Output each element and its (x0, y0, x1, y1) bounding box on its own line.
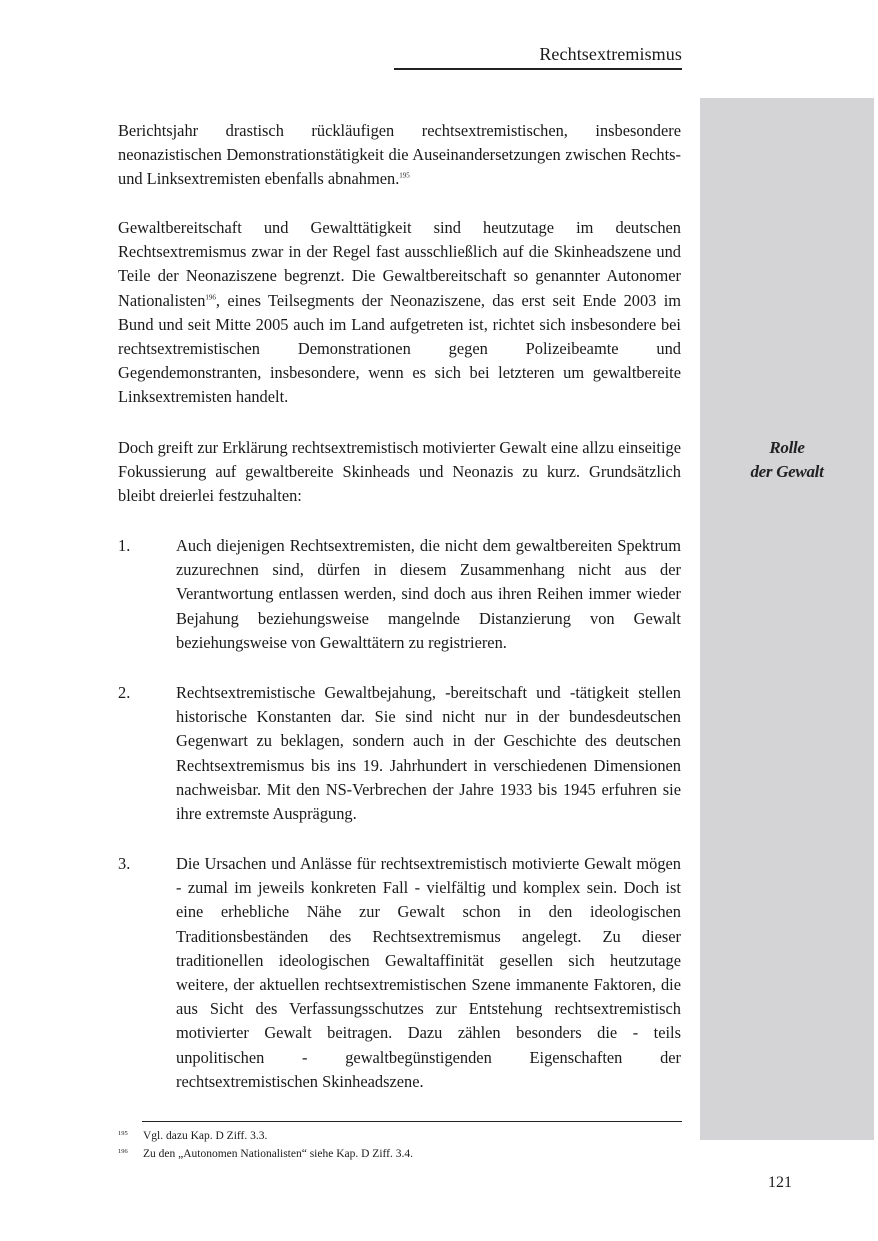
list-item-number: 3. (118, 854, 131, 873)
footnote-ref-196: 196 (205, 293, 216, 302)
list-item-text: Rechtsextremistische Gewaltbejahung, -bereitschaft und -tätigkeit stellen historische Konstanten dar. Sie sind nicht nur in der bundesdeutschen Gegenwart zu beklagen, sondern auch in der Geschichte des deutschen Rechtsextremismus bis ins 19. Jahrhundert in verschiedenen Dimensionen nachweisbar. Mit den NS-Verbrechen der Jahre 1933 bis 1945 erfuhren sie ihre extremste Ausprägung. (176, 683, 681, 824)
footnote-text: Vgl. dazu Kap. D Ziff. 3.3. (143, 1130, 268, 1142)
list-item-text: Auch diejenigen Rechtsextremisten, die nicht dem gewaltbereiten Spektrum zuzurechnen sind, dürfen in diesem Zusammenhang nicht aus der Verantwortung entlassen werden, sind doch aus ihren Reihen immer wieder Bejahung beziehungsweise mangelnde Distanzierung von Gewalt beziehungsweise von Gewalttätern zu registrieren. (176, 536, 681, 652)
margin-note-line-1: Rolle (769, 438, 805, 457)
paragraph-1 (118, 119, 681, 192)
paragraph-2-text-a: Gewaltbereitschaft und Gewalttätigkeit sind heutzutage im deutschen Rechtsextremismus zwar in der Regel fast ausschließlich auf die Skinheadszene und Teile der Neonaziszene begrenzt. Die Gewaltbereitschaft so genannter Autonomer Nationalisten (118, 218, 681, 310)
margin-sidebar (700, 98, 874, 1140)
margin-note-line-2: der Gewalt (750, 462, 824, 481)
footnote-text: Zu den „Autonomen Nationalisten“ siehe Kap. D Ziff. 3.4. (143, 1148, 413, 1160)
footnote-rule (142, 1121, 682, 1122)
list-item-number: 1. (118, 536, 131, 555)
running-header: Rechtsextremismus (539, 44, 682, 64)
page-number: 121 (768, 1174, 792, 1191)
list-item-text: Die Ursachen und Anlässe für rechtsextremistisch motivierte Gewalt mögen - zumal im jeweils konkreten Fall - vielfältig und komplex sein. Doch ist eine erhebliche Nähe zur Gewalt schon in den ideologischen Traditionsbeständen des Rechtsextremismus angelegt. Zu dieser traditionellen ideologischen Gewaltaffinität gesellen sich heutzutage weitere, der aktuellen rechtsextremistischen Szene immanente Faktoren, die aus Sicht des Verfassungsschutzes zur Entstehung rechtsextremistisch motivierter Gewalt beitragen. Dazu zählen besonders die - teils unpolitischen - gewaltbegünstigenden Eigenschaften der rechtsextremistischen Skinheadszene. (176, 854, 681, 1091)
paragraph-1-text: Berichtsjahr drastisch rückläufigen rechtsextremistischen, insbesondere neonazistischen Demonstrationstätigkeit die Auseinandersetzungen zwischen Rechts- und Linksextremisten ebenfalls abnahmen. (118, 121, 681, 189)
footnote-number: 196 (118, 1148, 128, 1155)
margin-note (700, 436, 874, 484)
footnote-number: 195 (118, 1130, 128, 1137)
header-rule (394, 68, 682, 70)
list-item-number: 2. (118, 683, 131, 702)
paragraph-3-text: Doch greift zur Erklärung rechtsextremistisch motivierter Gewalt eine allzu einseitige Fokussierung auf gewaltbereite Skinheads und Neonazis zu kurz. Grundsätzlich bleibt dreierlei festzuhalten: (118, 438, 681, 506)
paragraph-2-text-b: , eines Teilsegments der Neonaziszene, das erst seit Ende 2003 im Bund und seit Mitte 2005 auch im Land aufgetreten ist, richtet sich insbesondere bei rechtsextremistischen Demonstrationen gegen Polizeibeamte und Gegendemonstranten, insbesondere, wenn es sich bei letzteren um gewaltbereite Linksextremisten handelt. (118, 290, 681, 407)
paragraph-3 (118, 436, 681, 509)
paragraph-2 (118, 216, 681, 410)
footnote-ref-195: 195 (399, 171, 410, 180)
